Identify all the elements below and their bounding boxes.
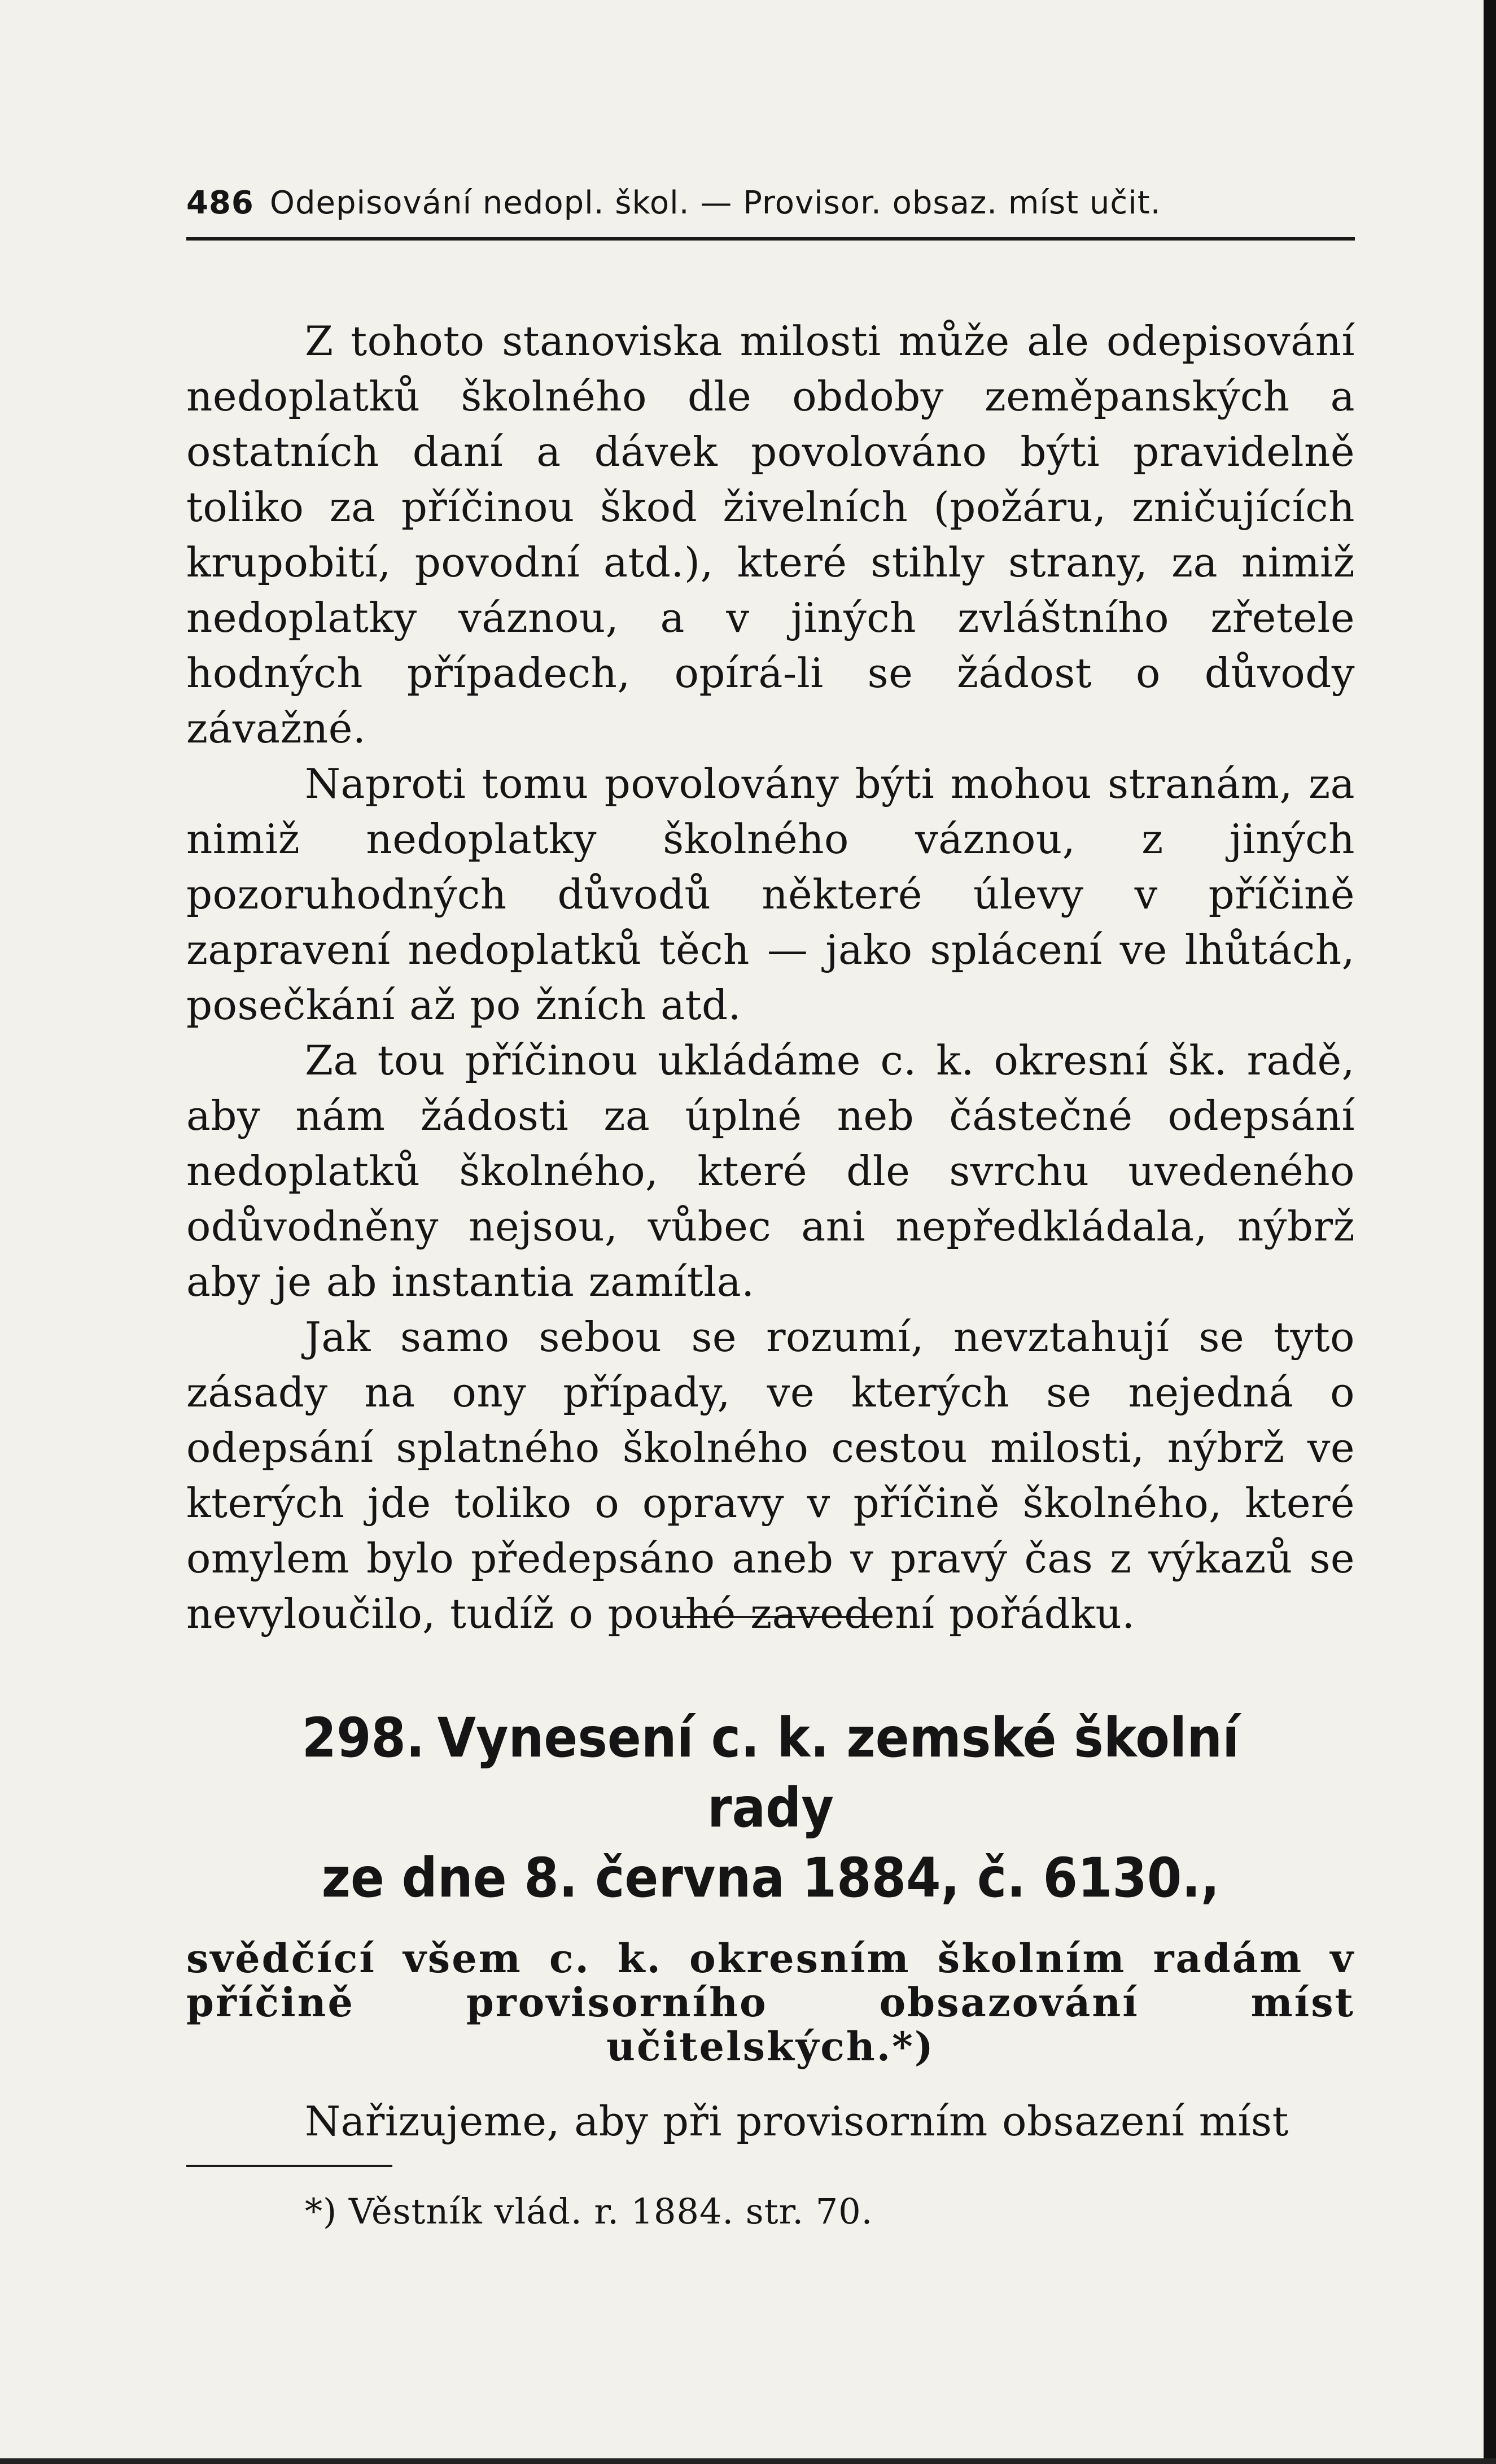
section-opening-paragraph: Nařizujeme, aby při provisorním obsazení míst: [305, 2098, 1289, 2145]
section-heading-line-1: [233, 1703, 1308, 1843]
paragraph-3: Za tou příčinou ukládáme c. k. okresní šk. radě, aby nám žádosti za úplné neb částečné odepsání nedoplatků školného, které dle svrchu uvedeného odůvodněny nejsou, vůbec ani nepředkládala, nýbrž aby je ab instantia zamítla.: [186, 1037, 1355, 1305]
section-subtitle: svědčící všem c. k. okresním školním radám v příčině provisorního obsazování míst učitelských.*): [186, 1935, 1355, 2070]
section-title-line-2: ze dne 8. června 1884, č. 6130.,: [321, 1846, 1220, 1910]
footnote: *) Věstník vlád. r. 1884. str. 70.: [305, 2191, 873, 2232]
section-heading: [233, 1703, 1308, 1913]
header-rule: [186, 237, 1355, 241]
body-text: [186, 313, 1355, 2234]
paragraph-4: Jak samo sebou se rozumí, nevztahují se tyto zásady na ony případy, ve kterých se nejedná o odepsání splatného školného cestou milosti, nýbrž ve kterých jde toliko o opravy v příčině školného, které omylem bylo předepsáno aneb v pravý čas z výkazů se nevyloučilo, tudíž o pouhé zavedení pořádku.: [186, 1313, 1355, 1637]
page-number: 486: [186, 185, 254, 221]
scan-edge-right: [1484, 0, 1496, 2464]
running-header: [186, 184, 1355, 223]
section-title-line-1: Vynesení c. k. zemské školní rady: [437, 1706, 1240, 1840]
section-number: 298.: [301, 1706, 425, 1770]
paragraph-1: Z tohoto stanoviska milosti může ale odepisování nedoplatků školného dle obdoby zeměpanských a ostatních daní a dávek povolováno býti pravidelně toliko za příčinou škod živelních (požáru, zničujících krupobití, povodní atd.), které stihly strany, za nimiž nedoplatky váznou, a v jiných zvláštního zřetele hodných případech, opírá-li se žádost o důvody závažné.: [186, 317, 1355, 752]
book-page: [186, 0, 1355, 2464]
paragraph-2: Naproti tomu povolovány býti mohou stranám, za nimiž nedoplatky školného váznou, z jiných pozoruhodných důvodů některé úlevy v příčině zapravení nedoplatků těch — jako splácení ve lhůtách, posečkání až po žních atd.: [186, 760, 1355, 1029]
footnote-rule: [186, 2165, 392, 2167]
running-title: Odepisování nedopl. škol. — Provisor. obsaz. míst učit.: [269, 185, 1161, 221]
